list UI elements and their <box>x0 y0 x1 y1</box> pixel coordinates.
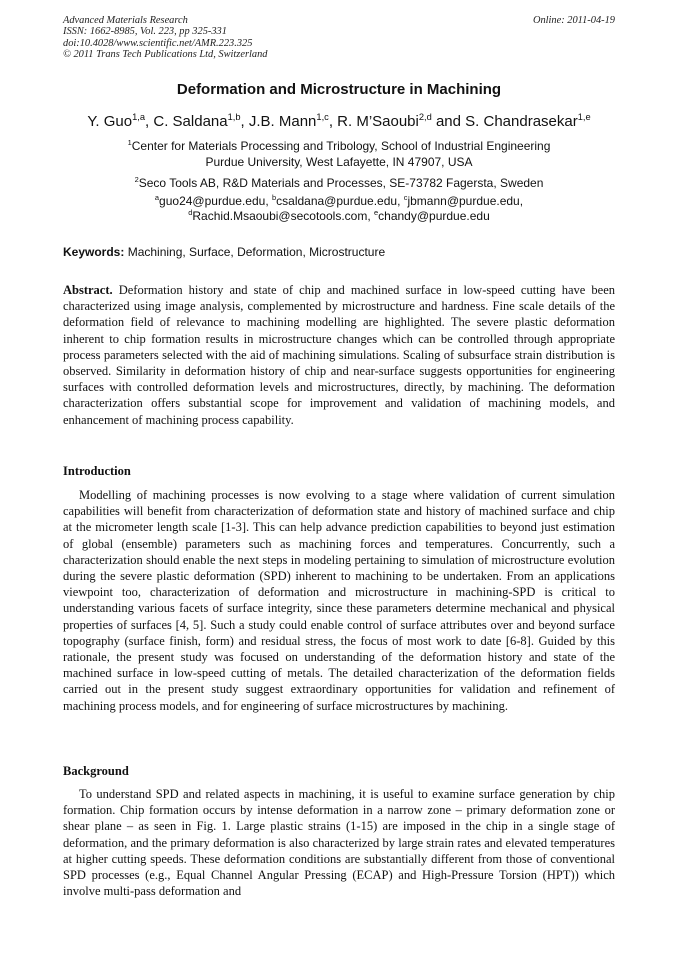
paper-title: Deformation and Microstructure in Machining <box>176 81 502 98</box>
doi-line[interactable]: doi:10.4028/www.scientific.net/AMR.223.325 <box>63 37 253 49</box>
email-link[interactable]: Rachid.Msaoubi@secotools.com <box>192 209 368 223</box>
journal-header <box>63 15 615 61</box>
issn-line: ISSN: 1662-8985, Vol. 223, pp 325-331 <box>63 26 227 38</box>
email-link[interactable]: jbmann@purdue.edu <box>407 194 520 208</box>
author: R. M’Saoubi$^{2,d}$ and <box>337 112 466 130</box>
author: J.B. Mann$^{1,c}$, <box>248 112 338 130</box>
keywords-label: Keywords: <box>63 245 125 259</box>
background-body: To understand SPD and related aspects in machining, it is useful to examine surface generation by chip formation. Chip formation occurs by intense deformation in a narrow zone – primary deformation zone or shear plane – as seen in Fig. 1. Large plastic strains (1-15) are imposed in the chip in a single stage of deformation, and the primary deformation is also characterized by large strain rates and elevated temperatures at higher cutting speeds. These deformation conditions are substantially different from those of conventional SPD processes (e.g., Equal Channel Angular Pressing (ECAP) and High-Pressure Torsion (HPT)) which involve multi-pass deformation and <box>63 787 615 899</box>
abstract <box>63 282 615 428</box>
affiliation-2: $^2$Seco Tools AB, R&D Materials and Processes, SE-73782 Fagersta, Sweden <box>134 175 544 190</box>
keywords <box>63 245 615 259</box>
author: C. Saldana$^{1,b}$, <box>153 112 249 130</box>
email-line-2: $^d$Rachid.Msaoubi@secotools.com, $^e$chandy@purdue.edu <box>188 208 490 223</box>
introduction-body: Modelling of machining processes is now evolving to a stage where validation of current simulation capabilities will benefit from characterization of deformation state and history of machined surface and chip at the micrometer length scale [1-3]. This can help advance prediction capabilities to beyond just estimation of global (ensemble) parameters such as machining forces and temperatures. Concurrently, such a characterization should enable the next steps in modeling pertaining to simulation of microstructure evolution during the severe plastic deformation (SPD) inherent to machining to be undertaken. From an applications viewpoint too, characterization of deformation and microstructure in machining-SPD is critical to understanding various facets of surface integrity, since these parameters determine mechanical and physical properties of surfaces [4, 5]. Such a study could enable control of surface attributes over and beyond surface topography (surface finish, form) and residual stress, the focus of most work to date [6-8]. Guided by this rationale, the present study was focused on understanding of the deformation history and state of the machined surface in low-speed cutting of metals. The detailed characterization of the deformation fields carried out in the present study suggest extraordinary opportunities for validation and refinement of machining process models, and for engineering of surface microstructures by machining. <box>63 488 615 713</box>
online-date: Online: 2011-04-19 <box>532 15 615 26</box>
email-line-1: $^a$guo24@purdue.edu, $^b$csaldana@purdue.edu, $^c$jbmann@purdue.edu, <box>154 193 524 208</box>
author-list <box>0 113 678 130</box>
author: S. Chandrasekar$^{1,e}$ <box>465 112 591 130</box>
author-emails <box>0 194 678 224</box>
author: Y. Guo$^{1,a}$, <box>87 112 154 130</box>
background-heading: Background <box>63 764 129 778</box>
copyright-line: © 2011 Trans Tech Publications Ltd, Switzerland <box>63 49 268 61</box>
email-link[interactable]: guo24@purdue.edu <box>159 194 266 208</box>
keywords-text: Machining, Surface, Deformation, Microstructure <box>124 245 386 259</box>
email-link[interactable]: csaldana@purdue.edu <box>276 194 398 208</box>
introduction-heading: Introduction <box>63 464 131 478</box>
journal-name: Advanced Materials Research <box>63 15 188 26</box>
affiliation-1: $^1$Center for Materials Processing and Tribology, School of Industrial Engineering Purdue University, West Lafayette, IN 47907, USA <box>127 138 551 169</box>
abstract-text: Deformation history and state of chip and machined surface in low-speed cutting have been characterized using image analysis, complemented by microstructure and hardness. Fine scale details of the deformation field of relevance to machining modelling are highlighted. The severe plastic deformation inherent to chip formation results in microstructure changes which can be controlled through appropriate process parameters selected with the aid of machining simulations. Scaling of subsurface strain distribution is observed. Similarity in deformation history of chip and near-surface suggests opportunities for engineering surfaces with controlled deformation levels and microstructures, directly, by machining. The deformation characterization offers substantial scope for improvement and validation of machining models, and enhancement of machining process capability. <box>63 283 615 427</box>
abstract-label: Abstract. <box>63 283 113 297</box>
email-link[interactable]: chandy@purdue.edu <box>378 209 490 223</box>
